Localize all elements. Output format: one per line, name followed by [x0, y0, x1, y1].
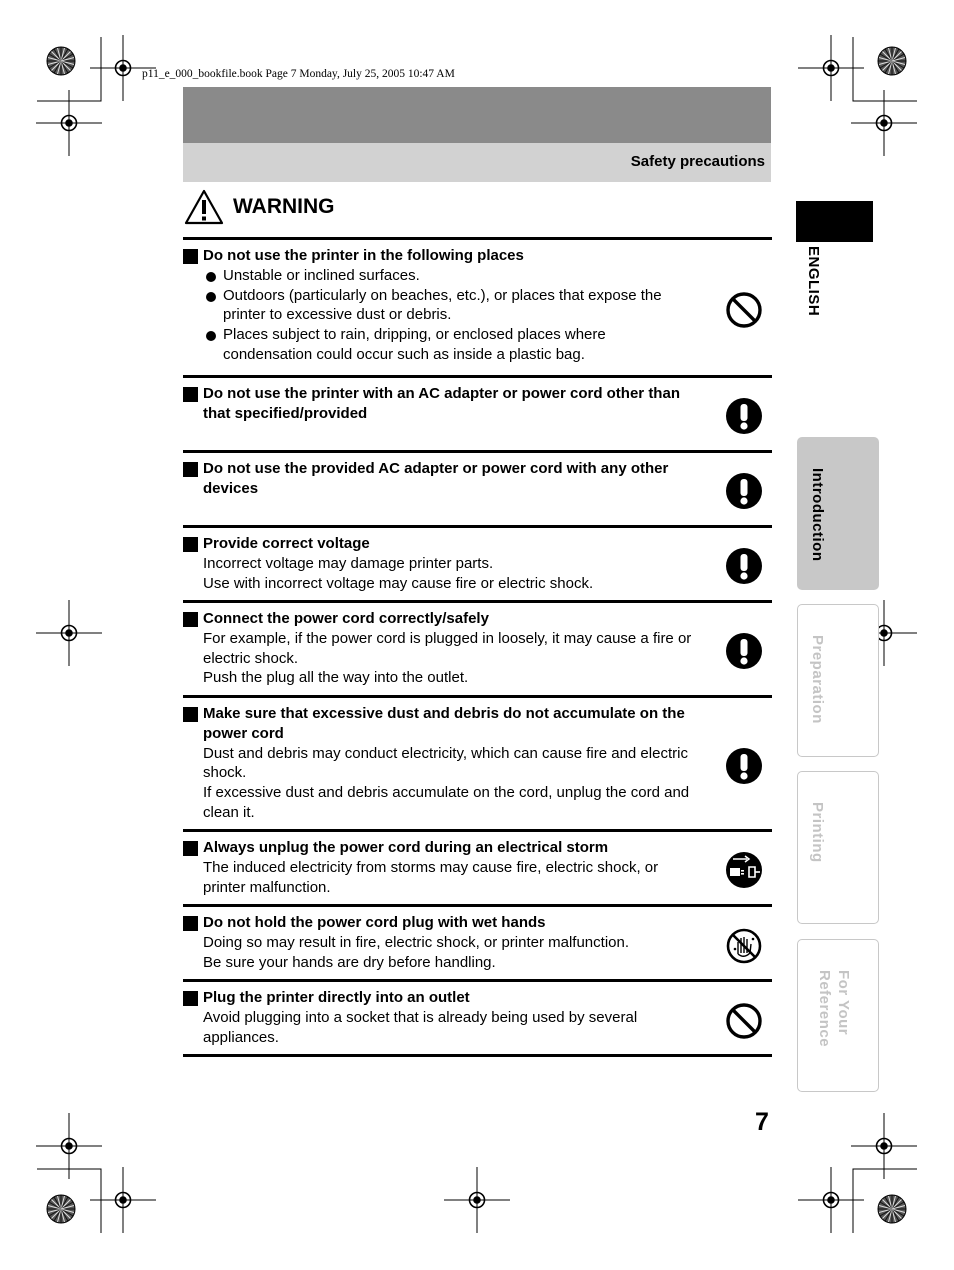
list-item: Places subject to rain, dripping, or enclosed places where condensation could occur such as inside a plastic bag.: [183, 325, 693, 365]
language-label: ENGLISH: [805, 246, 822, 317]
item-title: Do not use the provided AC adapter or power cord with any other devices: [203, 460, 669, 497]
header-band: [183, 87, 771, 143]
tab-label: For Your Reference: [816, 970, 852, 1048]
item-title: Connect the power cord correctly/safely: [203, 610, 489, 627]
warning-item: [183, 375, 772, 451]
warning-item: [183, 695, 772, 831]
page-number: 7: [755, 1108, 769, 1136]
mandatory-exclamation-icon: [725, 747, 763, 785]
warning-item: [183, 525, 772, 601]
warning-item: [183, 979, 772, 1055]
warning-heading: [184, 188, 335, 226]
registration-star: [47, 1195, 75, 1223]
item-body: Doing so may result in fire, electric shock, or printer malfunction. Be sure your hands are dry before handling.: [203, 933, 629, 971]
warning-item: [183, 600, 772, 696]
list-item: Unstable or inclined surfaces.: [183, 266, 693, 286]
list-item: Outdoors (particularly on beaches, etc.), or places that expose the printer to excessive dust or debris.: [183, 286, 693, 326]
registration-star: [47, 47, 75, 75]
warning-item: [183, 904, 772, 980]
registration-star: [878, 47, 906, 75]
item-title: Provide correct voltage: [203, 535, 370, 552]
file-meta: p11_e_000_bookfile.book Page 7 Monday, July 25, 2005 10:47 AM: [142, 68, 455, 80]
tab-preparation[interactable]: [797, 604, 879, 757]
warning-title: WARNING: [233, 195, 335, 218]
section-band: [183, 143, 771, 182]
mandatory-exclamation-icon: [725, 397, 763, 435]
no-wet-hands-icon: [725, 927, 763, 965]
warning-triangle-icon: [184, 189, 224, 225]
item-title: Do not hold the power cord plug with wet hands: [203, 914, 546, 931]
tab-label: Printing: [809, 802, 826, 863]
item-title: Do not use the printer in the following places: [203, 247, 524, 264]
mandatory-exclamation-icon: [725, 632, 763, 670]
unplug-icon: [725, 851, 763, 889]
warning-item: [183, 450, 772, 527]
item-body: The induced electricity from storms may cause fire, electric shock, or printer malfunction.: [203, 858, 659, 896]
item-body: Avoid plugging into a socket that is already being used by several appliances.: [203, 1008, 638, 1046]
item-body: Incorrect voltage may damage printer parts. Use with incorrect voltage may cause fire or electric shock.: [203, 554, 594, 592]
prohibited-icon: [725, 1002, 763, 1040]
bullet-square: [183, 249, 198, 264]
bottom-rule: [183, 1054, 772, 1057]
language-marker: [796, 201, 873, 242]
tab-label: Preparation: [809, 635, 826, 724]
warning-item: [183, 829, 772, 905]
item-title: Do not use the printer with an AC adapter or power cord other than that specified/provided: [203, 385, 680, 422]
item-title: Plug the printer directly into an outlet: [203, 989, 470, 1006]
mandatory-exclamation-icon: [725, 547, 763, 585]
section-title: Safety precautions: [630, 153, 765, 170]
item-body: Dust and debris may conduct electricity, which can cause fire and electric shock. If excessive dust and debris accumulate on the cord, unplug the cord and clean it.: [203, 744, 690, 821]
mandatory-exclamation-icon: [725, 472, 763, 510]
tab-printing[interactable]: [797, 771, 879, 924]
prohibited-icon: [725, 291, 763, 329]
registration-star: [878, 1195, 906, 1223]
item-body: For example, if the power cord is plugged in loosely, it may cause a fire or electric shock. Push the plug all the way into the outlet.: [203, 629, 692, 687]
tab-introduction[interactable]: [797, 437, 879, 590]
item-title: Make sure that excessive dust and debris do not accumulate on the power cord: [203, 705, 685, 742]
tab-for-your-reference[interactable]: [797, 939, 879, 1092]
warning-item: [183, 237, 772, 377]
tab-label: Introduction: [809, 468, 826, 562]
item-title: Always unplug the power cord during an electrical storm: [203, 839, 609, 856]
